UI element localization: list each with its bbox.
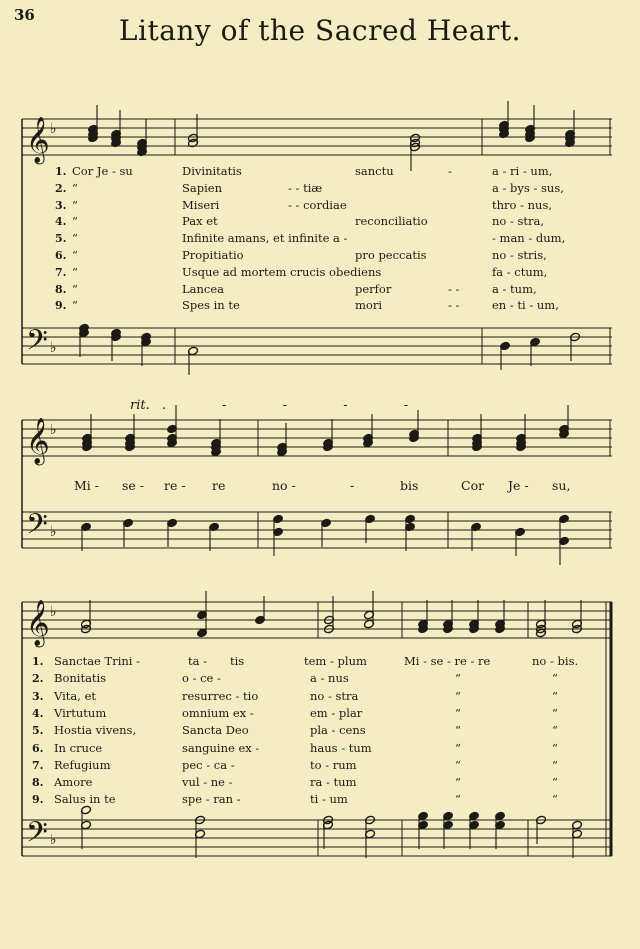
verse-text: ra - tum xyxy=(310,775,357,790)
page-number: 36 xyxy=(14,6,35,24)
verse-text: Amore xyxy=(54,775,93,790)
verse-text: a - nus xyxy=(310,671,349,686)
verse-text: - - xyxy=(448,298,460,313)
flat-icon: ♭ xyxy=(50,832,57,848)
verse-number: 7. xyxy=(32,758,44,772)
treble-staff-1 xyxy=(22,119,612,155)
verse-text: - - tiæ xyxy=(288,180,323,195)
verse-number: 8. xyxy=(32,776,44,790)
bass-staff-1 xyxy=(22,328,612,364)
treble-clef-icon: 𝄞 xyxy=(26,418,50,464)
page-title: Litany of the Sacred Heart. xyxy=(118,14,522,47)
verse-text: to - rum xyxy=(310,757,357,772)
verse-number: 1. xyxy=(55,165,67,178)
refrain-word: se - xyxy=(122,478,145,493)
verse-number: 2. xyxy=(55,181,67,195)
flat-icon: ♭ xyxy=(50,524,57,540)
refrain-word: - xyxy=(350,478,355,493)
verse-text: Usque ad mortem crucis obediens xyxy=(182,264,382,279)
verse-text: omnium ex - xyxy=(182,705,254,720)
verse-text: - xyxy=(448,164,452,178)
verse-text: “ xyxy=(72,214,78,229)
verse-text: em - plar xyxy=(310,705,363,720)
verse-text: perfor xyxy=(355,281,392,296)
verse-text: - man - dum, xyxy=(492,231,566,246)
verse-text: “ xyxy=(72,264,78,279)
verse-text: Bonitatis xyxy=(54,671,107,686)
verse-text: In cruce xyxy=(54,740,103,755)
verse-text: “ xyxy=(552,688,558,703)
refrain-word: Mi - xyxy=(74,478,99,493)
verse-text: “ xyxy=(455,775,461,790)
verse-text: Miseri xyxy=(182,197,220,212)
verse-text: “ xyxy=(552,792,558,807)
verse-text: spe - ran - xyxy=(182,792,241,807)
refrain-word: Cor xyxy=(461,478,485,493)
treble-clef-icon: 𝄞 xyxy=(26,600,50,646)
verse-text: Cor Je - su xyxy=(72,164,133,178)
refrain-word: re - xyxy=(164,478,186,493)
verse-text: “ xyxy=(72,180,78,195)
verse-text: resurrec - tio xyxy=(182,688,259,703)
verse-number: 4. xyxy=(55,215,67,229)
flat-icon: ♭ xyxy=(50,422,57,438)
verse-number: 6. xyxy=(55,249,67,262)
treble-staff-3 xyxy=(22,602,612,638)
verse-number: 1. xyxy=(32,655,44,668)
refrain-word: su, xyxy=(552,478,571,493)
verse-text: “ xyxy=(552,705,558,720)
verse-number: 5. xyxy=(32,724,44,738)
verse-text: Vita, et xyxy=(54,688,96,703)
tempo-marking: rit. . - - - - xyxy=(130,398,435,413)
verse-text: a - tum, xyxy=(492,281,537,296)
verse-text: “ xyxy=(72,231,78,246)
verse-text: pec - ca - xyxy=(182,757,235,772)
refrain-word: Je - xyxy=(508,478,529,493)
verse-text: “ xyxy=(455,671,461,686)
treble-clef-icon: 𝄞 xyxy=(26,117,50,163)
verse-number: 8. xyxy=(55,282,67,296)
verse-text: Sapien xyxy=(182,180,222,195)
verse-text: tis xyxy=(230,654,245,668)
verse-text: Infinite amans, et infinite a - xyxy=(182,231,348,246)
verse-text: o - ce - xyxy=(182,671,221,686)
verse-text: “ xyxy=(552,740,558,755)
verse-text: ta - xyxy=(188,654,208,668)
verse-number: 6. xyxy=(32,741,44,755)
verse-text: Propitiatio xyxy=(182,248,244,262)
verse-text: “ xyxy=(455,757,461,772)
verse-number: 3. xyxy=(32,689,44,703)
verse-number: 3. xyxy=(55,198,67,212)
verse-text: mori xyxy=(355,298,383,313)
flat-icon: ♭ xyxy=(50,121,57,137)
bass-clef-icon: 𝄢 xyxy=(26,816,48,856)
bass-staff-3 xyxy=(22,820,612,856)
verse-number: 7. xyxy=(55,265,67,279)
verse-text: Sanctae Trini - xyxy=(54,654,140,668)
verse-text: “ xyxy=(72,248,78,262)
verse-number: 4. xyxy=(32,706,44,720)
verse-text: haus - tum xyxy=(310,740,372,755)
verse-text: sanguine ex - xyxy=(182,740,260,755)
verse-text: Spes in te xyxy=(182,298,240,313)
verse-text: Divinitatis xyxy=(182,164,242,178)
verse-text: “ xyxy=(552,757,558,772)
verse-text: “ xyxy=(72,281,78,296)
verse-text: Sancta Deo xyxy=(182,723,249,738)
verse-text: “ xyxy=(552,671,558,686)
refrain-word: re xyxy=(212,478,226,493)
verse-text: “ xyxy=(455,792,461,807)
verse-text: Lancea xyxy=(182,281,225,296)
flat-icon: ♭ xyxy=(50,604,57,620)
verse-text: reconciliatio xyxy=(355,214,428,229)
verse-text: no - stra, xyxy=(492,214,545,229)
verse-text: “ xyxy=(552,723,558,738)
verse-number: 9. xyxy=(32,793,44,807)
verse-text: “ xyxy=(455,740,461,755)
verse-number: 5. xyxy=(55,232,67,246)
verse-text: - - xyxy=(448,281,460,296)
verse-text: tem - plum xyxy=(304,654,367,668)
verse-text: Hostia vivens, xyxy=(54,723,137,738)
verse-text: “ xyxy=(72,298,78,313)
bass-clef-icon: 𝄢 xyxy=(26,508,48,548)
verse-text: “ xyxy=(455,723,461,738)
verse-text: sanctu xyxy=(355,164,394,178)
bass-clef-icon: 𝄢 xyxy=(26,324,48,364)
verse-text: a - bys - sus, xyxy=(492,180,564,195)
verse-text: “ xyxy=(552,775,558,790)
verse-text: pro peccatis xyxy=(355,248,427,262)
verse-text: ti - um xyxy=(310,792,348,807)
verse-number: 9. xyxy=(55,299,67,313)
verse-text: fa - ctum, xyxy=(492,264,548,279)
verse-text: a - ri - um, xyxy=(492,164,553,178)
flat-icon: ♭ xyxy=(50,340,57,356)
verse-text: Virtutum xyxy=(54,705,107,720)
refrain-word: bis xyxy=(400,478,419,493)
verse-text: Refugium xyxy=(54,757,111,772)
verse-text: “ xyxy=(455,705,461,720)
verse-text: no - bis. xyxy=(532,654,579,668)
verse-text: vul - ne - xyxy=(182,775,233,790)
refrain-word: no - xyxy=(272,478,296,493)
verse-text: Pax et xyxy=(182,214,218,229)
verse-text: “ xyxy=(455,688,461,703)
verse-text: no - stra xyxy=(310,688,359,703)
verse-text: - - cordiae xyxy=(288,197,347,212)
verse-text: “ xyxy=(72,197,78,212)
verse-text: en - ti - um, xyxy=(492,298,559,313)
verse-text: Mi - se - re - re xyxy=(404,654,491,668)
verse-number: 2. xyxy=(32,672,44,686)
verse-text: Salus in te xyxy=(54,792,116,807)
verse-text: pla - cens xyxy=(310,723,366,738)
verse-text: no - stris, xyxy=(492,248,547,262)
verse-text: thro - nus, xyxy=(492,197,553,212)
